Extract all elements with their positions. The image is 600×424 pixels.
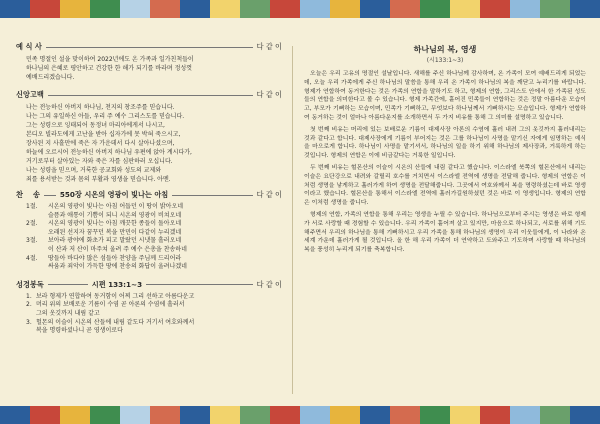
reading-verses [26,293,282,336]
verse-line: 시온의 영광이 빛나는 아침 깨끗한 종들이 돌아오네 [48,220,182,228]
band-segment [120,406,150,424]
band-segment [60,0,90,18]
band-segment [360,0,390,18]
band-segment [210,406,240,424]
text-line: 하나님의 은혜로 평안하고 건강한 한 해가 되기를 바라며 정성껏 [26,65,192,72]
text-line: 예배드리겠습니다. [26,74,75,81]
band-segment [420,406,450,424]
band-segment [570,406,600,424]
heading-rule [48,95,253,96]
band-segment [510,0,540,18]
sermon-title: 하나님의 복, 영생 [413,45,477,54]
band-segment [120,0,150,18]
band-segment [90,406,120,424]
band-segment [240,406,270,424]
heading-rule [172,195,252,196]
verse-line: 싸움과 죄악이 가득한 땅에 찬송의 화답이 울려나겠네 [48,263,187,271]
band-segment [480,0,510,18]
call-to-worship-role: 다 같 이 [256,42,282,51]
heading-rule [146,284,253,285]
verse-text [36,301,282,318]
creed-role: 다 같 이 [256,90,282,99]
verse-number: 4절. [26,254,38,262]
verse-text [48,203,282,220]
hymn-verses [26,203,282,272]
reading-title: 성경봉독 [16,279,44,289]
call-to-worship-text [26,55,282,82]
verse-number: 3절. [26,237,38,245]
hymn-role: 다 같 이 [256,190,282,199]
top-pattern-band [0,0,600,18]
verse-line: 이 산과 저 산이 마주쳐 울려 주 예수 은총을 찬송하네 [48,245,187,253]
verse-number: 2절. [26,220,38,228]
heading-rule [46,47,253,48]
column-divider [292,46,293,394]
text-line: 나는 그의 유일하신 아들, 우리 주 예수 그리스도를 믿습니다. [26,113,185,120]
band-segment [330,0,360,18]
band-segment [0,406,30,424]
verse-text [48,255,282,272]
reading-role: 다 같 이 [256,279,282,289]
reading-heading [16,280,282,290]
heading-rule [48,284,88,285]
verse-line: 복을 명령하셨나니 곧 영생이로다 [36,327,123,335]
text-line: 나는 전능하신 아버지 하나님, 천지의 창조주를 믿습니다. [26,104,175,111]
band-segment [150,406,180,424]
text-line: 장사된 지 사흘만에 죽은 자 가운데서 다시 살아나셨으며, [26,140,175,147]
bulletin-sheet [0,18,600,406]
hymn-heading [16,190,282,200]
verse-line: 시온의 영광이 빛나는 아침 어둡던 이 땅이 밝아오네 [48,203,184,210]
sermon-paragraph: 오늘은 우리 고유의 명절인 설날입니다. 새해를 주신 하나님께 감사하며, 온 가족이 모여 예배드리게 되었는데, 오늘 우리 가족에게 주신 하나님의 말씀을 통해 우리 온 가족이 하나님의 복을 깨닫고 누리기를 바랍니다. 형제가 연합하여 동거한다는 것은 가족의 연합을 말하기도 하고, 형제의 연합, 그리스도 안에서 한 가족된 성도들의 연합을 의미한다고 볼 수 있습니다. 형제 가족간에, 흩어진 민족들이 연합하는 것은 정말 아름다운 모습이고, 부모가 기뻐하는 모습이며, 민족가 기뻐하고, 무엇보다 하나님께서 기뻐하시는 모습입니다. 형제가 연합하여 동거하는 것이 얼마나 아름다운지를 소개하면서 두 가지 비유를 통해 그 의미를 설명하고 있습니다. [304,71,586,121]
hymn-verse [26,203,282,220]
sermon-paragraph: 첫 번째 비유는 머리에 있는 보배로운 기름이 대제사장 아론의 수염에 흘러 내려 그의 옷깃까지 흘러내리는 것과 같다고 합니다. 대제사장에게 기름이 부어지는 것은 그를 하나님이 사명을 맡기신 자에게 임명하는 예식을 마으로게 합니다. 하나님이 사명을 맡기셔서, 하나님의 일을 하기 위해 하나님의 제사장과, 거룩하게 하는 것입니다. 형제의 연합은 이에 비금같다는 거룩한 일입니다. [304,126,586,160]
band-segment [180,0,210,18]
bottom-pattern-band [0,406,600,424]
reading-name: 시편 133:1~3 [91,279,143,289]
band-segment [300,0,330,18]
verse-number: 1. [26,292,32,300]
band-segment [360,406,390,424]
band-segment [270,0,300,18]
hymn-verse [26,237,282,254]
text-line: 죄를 용서받는 것과 몸의 부활과 영생을 믿습니다. 아멘. [26,176,171,183]
band-segment [30,406,60,424]
sermon-column [304,40,586,400]
hymn-name: 550장 시온의 영광이 빛나는 아침 [59,190,169,199]
text-line: 본디오 빌라도에게 고난을 받아 십자가에 못 박혀 죽으시고, [26,131,181,138]
verse-text [48,220,282,237]
reading-verse [26,301,282,318]
verse-number: 1절. [26,203,38,210]
creed-heading [16,90,282,100]
sermon-reference: (시133:1~3) [426,57,464,64]
band-segment [330,406,360,424]
band-segment [240,0,270,18]
band-segment [180,406,210,424]
heading-rule [44,195,56,196]
call-to-worship-title: 예 식 사 [16,42,42,51]
text-line: 그는 성령으로 잉태되어 동정녀 마리아에게서 나시고, [26,122,165,129]
band-segment [540,406,570,424]
sermon-paragraph: 형제의 연합, 가족의 연합을 통해 우리는 영생을 누릴 수 있습니다. 하나님으로부터 주시는 영생은 바로 형제가 서로 사랑할 때 경험할 수 있습니다. 우리 가족이 흩어져 살고 있지만, 마음으로 하나되고, 서로를 위해 기도해주면서 우리의 하나님을 통해 기뻐하시고 우리 가족을 통해 하나님의 생명이 우리 이웃들에게, 이 나라와 온 세계 가운데 흘러가게 될 것입니다. 올 한 해 우리 가족이 더 연약하고 도와주고 기도하며 사랑할 때 하나님의 복을 풍성히 누리게 되기를 축복합니다. [304,211,586,254]
band-segment [540,0,570,18]
band-segment [300,406,330,424]
text-line: 하늘에 오르시어 전능하신 아버지 하나님 우편에 앉아 계시다가, [26,149,192,156]
verse-line: 머리 위의 보배로운 기름이 수염 곧 아론의 수염에 흘러서 [36,301,185,309]
verse-line: 오래된 선지자 꿈꾸던 복을 만민이 다같이 누리겠네 [48,228,182,236]
verse-number: 2. [26,301,32,309]
band-segment [270,406,300,424]
verse-number: 3. [26,318,32,326]
reading-verse [26,319,282,336]
verse-text [36,319,282,336]
band-segment [30,0,60,18]
text-line: 민족 명절인 설을 맞이하여 2022년에도 온 가족과 일가친척들이 [26,56,194,63]
sermon-paragraph: 두 번째 비유는 헐몬산의 이슬이 시온의 산들에 내림 같다고 했습니다. 이스라엘 북쪽의 헐몬산에서 내리는 이슬은 요단강으로 내려와 갈릴리 호수를 거치면서 이스라엘 전역에 생명을 전달해 줍니다. 형제의 연합은 이처럼 생명을 낳게하고 흘러가게 하여 생명을 전달해줍니다. 그곳에서 여호와께서 복을 명령하셨는데 바로 영생이라고 했습니다. 헐몬산을 통해서 이스라엘 전역에 흘러가길원하셨던 것은 바로 이 영생입니다. 형제의 연합은 이처럼 생명을 줍니다. [304,164,586,207]
band-segment [60,406,90,424]
hymn-verse [26,220,282,237]
band-segment [390,0,420,18]
band-segment [450,406,480,424]
verse-line: 보라 형제가 연합하여 동거함이 어찌 그리 선하고 아름다운고 [36,292,195,300]
band-segment [90,0,120,18]
text-line: 나는 성령을 믿으며, 거룩한 공교회와 성도의 교제와 [26,167,162,174]
band-segment [510,406,540,424]
band-segment [150,0,180,18]
verse-line: 보아라 광야에 화초가 피고 말랐던 시냇물 흘러오네 [48,237,182,245]
creed-title: 신앙고백 [16,90,44,99]
verse-line: 땅들아 바다야 많은 섬들아 찬양을 주님께 드리어라 [48,254,182,262]
order-of-worship-column [16,40,282,400]
hymn-title: 찬 송 [16,190,40,199]
band-segment [570,0,600,18]
band-segment [450,0,480,18]
verse-line: 그의 옷깃까지 내림 같고 [36,309,100,317]
text-line: 거기로부터 살아있는 자와 죽은 자를 심판하러 오십니다. [26,158,173,165]
band-segment [210,0,240,18]
verse-line: 헐몬의 이슬이 시온의 산들에 내림 같도다 거기서 여호와께서 [36,318,195,326]
band-segment [0,0,30,18]
hymn-verse [26,255,282,272]
band-segment [480,406,510,424]
verse-text [48,237,282,254]
band-segment [390,406,420,424]
creed-text [26,103,282,184]
verse-line: 슬픔과 애통이 기쁨이 되니 시온의 영광이 비쳐오네 [48,211,182,219]
band-segment [420,0,450,18]
sermon-body [304,70,586,255]
call-to-worship-heading [16,42,282,52]
